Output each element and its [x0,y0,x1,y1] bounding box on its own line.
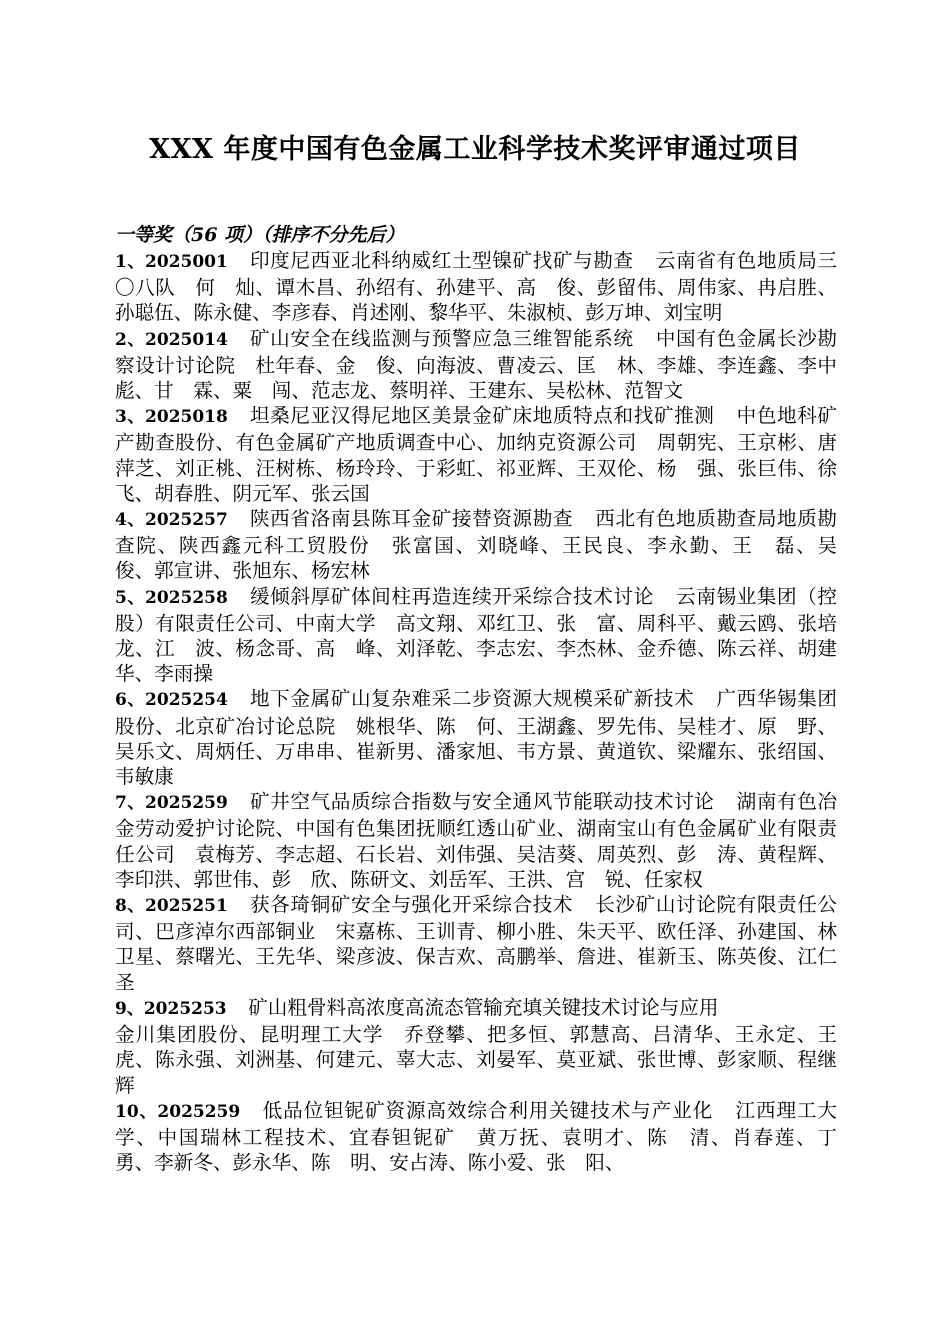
section-heading-first-prize: 一等奖（56 项）（排序不分先后） [115,224,405,246]
entry-details: 江西理工大学、中国瑞林工程技术、宜春钽铌矿 黄万抚、袁明才、陈 清、肖春莲、丁 勇、李新冬、彭永华、陈 明、安占涛、陈小爱、张 阳、 [115,1098,857,1175]
entry-details: 湖南有色冶金劳动爱护讨论院、中国有色集团抚顺红透山矿业、湖南宝山有色金属矿业有限责任公司 袁梅芳、李志超、石长岩、刘伟强、吴洁葵、周英烈、彭 涛、黄程辉、李印洪、郭世伟、彭 欣、陈研文、刘岳军、王洪、宫 锐、任家权 [115,790,838,891]
entry-code: 5、2025258 [115,587,228,608]
entry-details: 中国有色金属长沙勘察设计讨论院 杜年春、金 俊、向海波、曹凌云、匡 林、李雄、李连鑫、李中彪、甘 霖、粟 闯、范志龙、蔡明祥、王建东、吴松林、范智文 [115,326,838,403]
entry-code: 2、2025014 [115,329,228,350]
award-entry [115,326,837,404]
award-entry [115,789,837,892]
entry-code: 4、2025257 [115,510,228,531]
entry-code: 1、2025001 [115,252,228,272]
award-entry [115,506,857,584]
award-entry [115,892,837,995]
entry-project-title: 矿山粗骨料高浓度高流态管输充填关键技术讨论与应用 [248,995,719,1019]
entry-project-title: 矿井空气品质综合指数与安全通风节能联动技术讨论 [249,790,715,814]
entry-project-title: 陕西省洛南县陈耳金矿接替资源勘查 [249,507,574,531]
entry-code: 7、2025259 [115,793,228,814]
entry-details: 云南锡业集团（控股）有限责任公司、中南大学 高文翔、邓红卫、张 富、周科平、戴云鸥、张培龙、江 波、杨念哥、高 峰、刘泽乾、李志宏、李杰林、金乔德、陈云祥、胡建华、李雨操 [115,584,838,686]
award-entry [115,248,837,326]
award-entry [115,686,837,789]
entry-details: 云南省有色地质局三〇八队 何 灿、谭木昌、孙绍有、孙建平、高 俊、彭留伟、周伟家、冉启胜、孙聪伍、陈永健、李彦春、肖述刚、黎华平、朱淑桢、彭万坤、刘宝明 [115,249,838,325]
entry-project-title: 低品位钽铌矿资源高效综合利用关键技术与产业化 [261,1098,714,1122]
award-entry [115,403,857,506]
entry-code: 9、2025253 [115,998,227,1019]
entry-code: 10、2025259 [115,1101,241,1122]
page-title: XXX 年度中国有色金属工业科学技术奖评审通过项目 [149,134,801,165]
award-entry [115,584,837,687]
entry-project-title: 矿山安全在线监测与预警应急三维智能系统 [249,326,634,350]
entry-details: 广西华锡集团股份、北京矿冶讨论总院 姚根华、陈 何、王湖鑫、罗先伟、吴桂才、原 野、吴乐文、周炳任、万串串、崔新男、潘家旭、韦方景、黄道钦、梁耀东、张绍国、韦敏康 [115,687,838,789]
award-entry [115,995,857,1098]
entry-code: 8、2025251 [115,896,228,917]
award-entry [115,1098,857,1176]
entry-project-title: 缓倾斜厚矿体间柱再造连续开采综合技术讨论 [249,584,654,608]
entry-details: 长沙矿山讨论院有限责任公司、巴彦淖尔西部铜业 宋嘉栋、王训青、柳小胜、朱天平、欧任泽、孙建国、林卫星、蔡曙光、王先华、梁彦波、保吉欢、高鹏举、詹进、崔新玉、陈英俊、江仁圣 [115,893,838,994]
entry-details: 金川集团股份、昆明理工大学 乔登攀、把多恒、郭慧高、吕清华、王永定、王 虎、陈永强、刘洲基、何建元、辜大志、刘晏军、莫亚斌、张世博、彭家顺、程继辉 [115,1023,857,1097]
entry-project-title: 获各琦铜矿安全与强化开采综合技术 [249,893,574,917]
entry-code: 6、2025254 [115,690,228,711]
entry-details: 中色地科矿产勘查股份、有色金属矿产地质调查中心、加纳克资源公司 周朝宪、王京彬、唐萍芝、刘正桃、汪树栋、杨玲玲、于彩虹、祁亚辉、王双伦、杨 强、张巨伟、徐 飞、胡春胜、阴元军、张云国 [115,404,857,505]
entry-project-title: 印度尼西亚北科纳威红土型镍矿找矿与勘查 [249,249,634,272]
entry-details: 西北有色地质勘查局地质勘查院、陕西鑫元科工贸股份 张富国、刘晓峰、王民良、李永勤、王 磊、吴 俊、郭宣讲、张旭东、杨宏林 [115,507,857,583]
entry-code: 3、2025018 [115,407,228,428]
award-entry-list [115,248,857,1175]
entry-project-title: 地下金属矿山复杂难采二步资源大规模采矿新技术 [249,687,695,711]
entry-project-title: 坦桑尼亚汉得尼地区美景金矿床地质特点和找矿推测 [249,404,715,428]
